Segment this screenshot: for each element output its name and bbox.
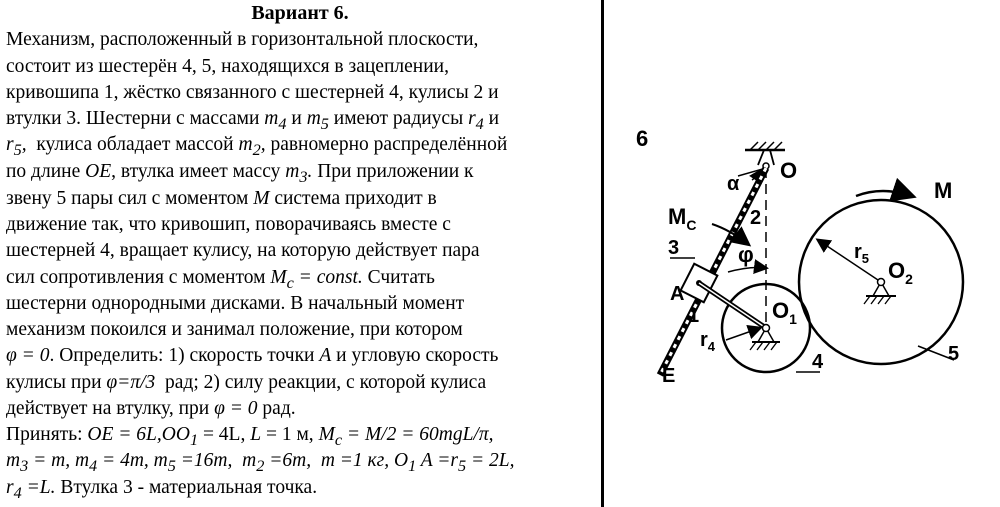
moment-M-arrow <box>856 191 912 196</box>
text-line: φ = 0. Определить: 1) скорость точки A и угловую скорость <box>6 345 499 366</box>
label-E: E <box>662 365 676 387</box>
label-M: M <box>934 178 953 203</box>
phi-arc <box>728 268 766 273</box>
label-link-2: 2 <box>750 207 762 229</box>
label-A: A <box>670 283 685 305</box>
text-line: движение так, что кривошип, поворачиваясь вместе с <box>6 214 451 235</box>
label-r4: $r_4$ <box>700 329 716 354</box>
text-line: $m_3 = m$, $m_4 = 4m$, $m_5 =16m$, $m_2 =6m$, m =1 кг, $O_1$ $A =r_5 = 2L$, <box>6 450 515 475</box>
text-line: втулки 3. Шестерни с массами $m_4$ и $m_5$ имеют радиусы $r_4$ и <box>6 108 500 133</box>
label-Mc: $M_C$ <box>668 204 697 233</box>
label-crank-1: 1 <box>688 305 700 327</box>
mechanism-diagram <box>604 0 1000 507</box>
label-alpha: α <box>727 173 740 195</box>
r5-radius <box>818 240 881 282</box>
text-line: $r_4 =L$. Втулка 3 - материальная точка. <box>6 477 318 502</box>
text-line: кулисы при φ=π/3 рад; 2) силу реакции, с которой кулиса <box>6 372 487 393</box>
text-line: Принять: OE = $6L,OO_1 = 4L$, L = 1 м, $M_c = M/2 = 60mgL/\pi$, <box>6 424 494 449</box>
crank-1-inner <box>699 283 766 328</box>
text-line: сил сопротивления с моментом $M_c$ = const. Считать <box>6 267 435 292</box>
label-sleeve-3: 3 <box>668 237 680 259</box>
text-line: $r_5$, кулиса обладает массой $m_2$, равномерно распределённой <box>6 134 508 159</box>
label-O: O <box>780 158 798 183</box>
text-line: действует на втулку, при φ = 0 рад. <box>6 398 296 419</box>
label-O2: $O_2$ <box>888 258 913 287</box>
label-O1: $O_1$ <box>772 298 797 327</box>
text-line: шестерней 4, вращает кулису, на которую действует пара <box>6 240 480 261</box>
text-line: шестерни однородными дисками. В начальный момент <box>6 293 465 314</box>
label-phi: φ <box>738 242 754 267</box>
text-line: состоит из шестерён 4, 5, находящихся в зацеплении, <box>6 56 449 77</box>
text-line: звену 5 пары сил с моментом M система приходит в <box>6 188 437 209</box>
support-O <box>745 142 785 169</box>
label-gear-4: 4 <box>812 351 824 373</box>
text-line: Механизм, расположенный в горизонтальной плоскости, <box>6 29 479 50</box>
text-line: по длине OE, втулка имеет массу $m_3$. При приложении к <box>6 161 474 186</box>
figure-number: 6 <box>636 126 649 151</box>
support-O1 <box>750 325 780 351</box>
variant-title: Вариант 6. <box>251 2 349 24</box>
label-gear-5: 5 <box>948 343 960 365</box>
r4-arrow <box>726 328 760 340</box>
text-line: кривошипа 1, жёстко связанного с шестерней 4, кулисы 2 и <box>6 82 499 103</box>
text-line: механизм покоился и занимал положение, при котором <box>6 319 463 340</box>
label-r5: $r_5$ <box>854 241 870 266</box>
